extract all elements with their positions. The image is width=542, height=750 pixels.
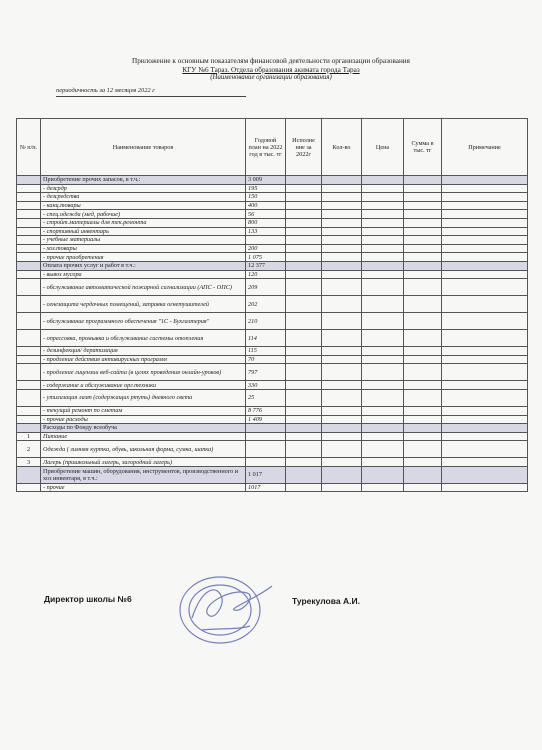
cell-name: - канц.товары	[41, 201, 246, 210]
cell-qty	[322, 483, 362, 492]
cell-sum	[404, 441, 442, 458]
cell-sum	[404, 389, 442, 406]
cell-name: - текущий ремонт по сметам	[41, 406, 246, 415]
cell-note	[442, 441, 528, 458]
cell-price	[362, 193, 404, 202]
cell-note	[442, 415, 528, 424]
table-row	[17, 330, 528, 347]
cell-price	[362, 296, 404, 313]
cell-num	[17, 406, 41, 415]
cell-name: Приобретение машин, оборудования, инструментов, производственного и хоз инвентаря, в т.ч.:	[41, 466, 246, 483]
cell-qty	[322, 270, 362, 279]
cell-note	[442, 176, 528, 185]
cell-plan: 200	[246, 244, 286, 253]
cell-exec	[286, 193, 322, 202]
cell-plan: 56	[246, 210, 286, 219]
cell-qty	[322, 424, 362, 433]
cell-sum	[404, 347, 442, 356]
cell-exec	[286, 176, 322, 185]
cell-price	[362, 218, 404, 227]
table-header-row	[17, 119, 528, 176]
table-row	[17, 441, 528, 458]
cell-num	[17, 253, 41, 262]
cell-note	[442, 210, 528, 219]
cell-plan: 25	[246, 389, 286, 406]
cell-sum	[404, 424, 442, 433]
cell-sum	[404, 218, 442, 227]
cell-sum	[404, 236, 442, 245]
cell-num	[17, 313, 41, 330]
cell-price	[362, 236, 404, 245]
cell-plan: 70	[246, 355, 286, 364]
cell-sum	[404, 184, 442, 193]
col-sum-header: Сумма в тыс. тг	[404, 119, 442, 176]
cell-qty	[322, 296, 362, 313]
cell-name: - обслуживание программного обеспечения "1С - Бухгалтерия"	[41, 313, 246, 330]
cell-exec	[286, 244, 322, 253]
cell-sum	[404, 483, 442, 492]
cell-exec	[286, 364, 322, 381]
cell-sum	[404, 355, 442, 364]
cell-qty	[322, 466, 362, 483]
cell-num	[17, 176, 41, 185]
cell-exec	[286, 296, 322, 313]
cell-num	[17, 466, 41, 483]
period-label: периодичность за 12 месяцев 2022 г	[56, 87, 155, 94]
cell-num: 2	[17, 441, 41, 458]
cell-exec	[286, 389, 322, 406]
cell-note	[442, 466, 528, 483]
cell-name: Расходы по Фонду всеобуча	[41, 424, 246, 433]
cell-name: - дезсредства	[41, 193, 246, 202]
table-row	[17, 466, 528, 483]
cell-note	[442, 389, 528, 406]
cell-exec	[286, 236, 322, 245]
cell-sum	[404, 279, 442, 296]
cell-exec	[286, 313, 322, 330]
table-row	[17, 296, 528, 313]
cell-sum	[404, 296, 442, 313]
table-row	[17, 261, 528, 270]
cell-plan: 120	[246, 270, 286, 279]
cell-price	[362, 458, 404, 467]
cell-num	[17, 279, 41, 296]
period-underline	[56, 96, 246, 97]
cell-note	[442, 381, 528, 390]
cell-price	[362, 389, 404, 406]
cell-price	[362, 441, 404, 458]
table-row	[17, 176, 528, 185]
cell-price	[362, 415, 404, 424]
director-name: Турекулова А.И.	[292, 596, 360, 606]
cell-sum	[404, 415, 442, 424]
cell-num	[17, 227, 41, 236]
cell-name: - огнезащита чердачных помещений, заправка огнетушителей	[41, 296, 246, 313]
cell-note	[442, 364, 528, 381]
table-row	[17, 355, 528, 364]
cell-num	[17, 244, 41, 253]
cell-sum	[404, 432, 442, 441]
cell-price	[362, 432, 404, 441]
col-exec-header: Исполне ние за 2022г	[286, 119, 322, 176]
cell-plan	[246, 441, 286, 458]
cell-num	[17, 184, 41, 193]
cell-exec	[286, 347, 322, 356]
cell-qty	[322, 347, 362, 356]
cell-name: - спец.одежда (мед, рабочие)	[41, 210, 246, 219]
cell-note	[442, 424, 528, 433]
cell-price	[362, 227, 404, 236]
cell-exec	[286, 184, 322, 193]
director-label: Директор школы №6	[44, 594, 132, 604]
cell-num	[17, 218, 41, 227]
cell-num	[17, 483, 41, 492]
cell-plan: 1017	[246, 483, 286, 492]
cell-qty	[322, 227, 362, 236]
cell-sum	[404, 176, 442, 185]
table-row	[17, 458, 528, 467]
cell-plan: 1 409	[246, 415, 286, 424]
cell-plan	[246, 236, 286, 245]
cell-qty	[322, 389, 362, 406]
cell-exec	[286, 415, 322, 424]
cell-price	[362, 355, 404, 364]
table-row	[17, 218, 528, 227]
cell-name: Приобретение прочих запасов, в т.ч.:	[41, 176, 246, 185]
cell-sum	[404, 364, 442, 381]
table-row	[17, 236, 528, 245]
table-row	[17, 364, 528, 381]
cell-exec	[286, 270, 322, 279]
cell-name: - стройт.материалы для тек.ремонта	[41, 218, 246, 227]
cell-name: Одежда ( зимняя куртка, обувь, школьная форма, сумка, шапка)	[41, 441, 246, 458]
cell-price	[362, 184, 404, 193]
cell-sum	[404, 227, 442, 236]
organization-name: КГУ №6 Тараз. Отдела образования акимата города Тараз	[182, 66, 360, 74]
cell-name: - прочие	[41, 483, 246, 492]
cell-plan: 330	[246, 381, 286, 390]
cell-note	[442, 296, 528, 313]
table-row	[17, 184, 528, 193]
cell-qty	[322, 355, 362, 364]
cell-note	[442, 201, 528, 210]
col-plan-header: Годовой план на 2022 год в тыс. тг	[246, 119, 286, 176]
col-qty-header: Кол-во	[322, 119, 362, 176]
cell-num	[17, 261, 41, 270]
cell-sum	[404, 193, 442, 202]
table-row	[17, 244, 528, 253]
cell-exec	[286, 210, 322, 219]
cell-plan: 800	[246, 218, 286, 227]
cell-exec	[286, 218, 322, 227]
cell-name: Оплата прочих услуг и работ в т.ч.:	[41, 261, 246, 270]
col-name-header: Наименование товаров	[41, 119, 246, 176]
table-row	[17, 424, 528, 433]
cell-qty	[322, 381, 362, 390]
cell-exec	[286, 406, 322, 415]
cell-note	[442, 270, 528, 279]
cell-price	[362, 244, 404, 253]
table-row	[17, 253, 528, 262]
cell-qty	[322, 441, 362, 458]
cell-plan: 1 075	[246, 253, 286, 262]
cell-sum	[404, 458, 442, 467]
cell-note	[442, 261, 528, 270]
cell-name: - прочие приобретения	[41, 253, 246, 262]
cell-price	[362, 381, 404, 390]
cell-sum	[404, 253, 442, 262]
cell-price	[362, 253, 404, 262]
cell-name: Питание	[41, 432, 246, 441]
cell-qty	[322, 201, 362, 210]
cell-name: - содержание и обслуживание орг.техники	[41, 381, 246, 390]
cell-num	[17, 364, 41, 381]
cell-price	[362, 424, 404, 433]
cell-note	[442, 279, 528, 296]
cell-exec	[286, 227, 322, 236]
table-row	[17, 406, 528, 415]
table-body	[17, 176, 528, 492]
cell-plan: 400	[246, 201, 286, 210]
cell-note	[442, 244, 528, 253]
cell-num	[17, 355, 41, 364]
cell-name: - учебные материалы	[41, 236, 246, 245]
cell-num	[17, 415, 41, 424]
cell-plan: 12 377	[246, 261, 286, 270]
table-row	[17, 279, 528, 296]
cell-plan	[246, 432, 286, 441]
cell-num	[17, 330, 41, 347]
cell-sum	[404, 313, 442, 330]
cell-note	[442, 458, 528, 467]
table-row	[17, 347, 528, 356]
cell-num	[17, 193, 41, 202]
cell-name: Лагерь (пришкольный лагерь, загородний лагерь)	[41, 458, 246, 467]
table-row	[17, 415, 528, 424]
cell-num	[17, 210, 41, 219]
cell-qty	[322, 406, 362, 415]
cell-name: - обслуживание автоматической пожарной сигнализации (АПС - ОПС)	[41, 279, 246, 296]
cell-qty	[322, 244, 362, 253]
cell-plan: 202	[246, 296, 286, 313]
cell-plan	[246, 424, 286, 433]
cell-plan: 8 776	[246, 406, 286, 415]
cell-plan: 3 009	[246, 176, 286, 185]
cell-exec	[286, 355, 322, 364]
header-title: Приложение к основным показателям финансовой деятельности организации образования	[132, 57, 410, 65]
cell-qty	[322, 313, 362, 330]
cell-exec	[286, 424, 322, 433]
cell-exec	[286, 261, 322, 270]
cell-note	[442, 253, 528, 262]
cell-price	[362, 210, 404, 219]
cell-sum	[404, 381, 442, 390]
cell-note	[442, 483, 528, 492]
cell-qty	[322, 253, 362, 262]
cell-sum	[404, 210, 442, 219]
cell-sum	[404, 406, 442, 415]
col-num-header: № п/п.	[17, 119, 41, 176]
table-row	[17, 313, 528, 330]
col-note-header: Примечание	[442, 119, 528, 176]
cell-sum	[404, 261, 442, 270]
cell-note	[442, 330, 528, 347]
cell-name: - дезинфекция/ дератизация	[41, 347, 246, 356]
cell-note	[442, 227, 528, 236]
cell-name: - хоз.товары	[41, 244, 246, 253]
cell-qty	[322, 415, 362, 424]
cell-qty	[322, 432, 362, 441]
cell-price	[362, 270, 404, 279]
cell-price	[362, 313, 404, 330]
expenses-table	[16, 118, 528, 492]
cell-exec	[286, 432, 322, 441]
cell-qty	[322, 236, 362, 245]
cell-plan: 797	[246, 364, 286, 381]
cell-qty	[322, 261, 362, 270]
organization-caption: (Наименование организации образования)	[210, 74, 332, 81]
cell-qty	[322, 330, 362, 347]
table-row	[17, 227, 528, 236]
cell-note	[442, 193, 528, 202]
cell-name: - опрессовка, промывка и обслуживание системы отопления	[41, 330, 246, 347]
cell-note	[442, 313, 528, 330]
cell-plan: 114	[246, 330, 286, 347]
cell-note	[442, 406, 528, 415]
cell-name: - спортивный инвентарь	[41, 227, 246, 236]
cell-price	[362, 261, 404, 270]
cell-exec	[286, 458, 322, 467]
cell-plan: 115	[246, 347, 286, 356]
cell-qty	[322, 458, 362, 467]
cell-sum	[404, 270, 442, 279]
table-row	[17, 483, 528, 492]
cell-plan	[246, 458, 286, 467]
table-row	[17, 270, 528, 279]
cell-name: - продление лицензии веб-сайта (в целях проведения онлайн-уроков)	[41, 364, 246, 381]
cell-name: - продление действия антивирусных программ	[41, 355, 246, 364]
cell-num	[17, 381, 41, 390]
cell-price	[362, 364, 404, 381]
cell-qty	[322, 218, 362, 227]
cell-plan: 133	[246, 227, 286, 236]
cell-price	[362, 279, 404, 296]
official-stamp-icon	[162, 568, 282, 648]
cell-price	[362, 466, 404, 483]
cell-num	[17, 296, 41, 313]
cell-price	[362, 347, 404, 356]
table-row	[17, 210, 528, 219]
cell-qty	[322, 210, 362, 219]
cell-qty	[322, 279, 362, 296]
cell-num	[17, 201, 41, 210]
cell-sum	[404, 201, 442, 210]
cell-sum	[404, 244, 442, 253]
table-row	[17, 389, 528, 406]
cell-note	[442, 347, 528, 356]
cell-qty	[322, 364, 362, 381]
cell-name: - утилизация ламп (содержащих ртуть) дневного света	[41, 389, 246, 406]
table-row	[17, 193, 528, 202]
cell-num	[17, 236, 41, 245]
cell-num	[17, 389, 41, 406]
cell-note	[442, 432, 528, 441]
cell-plan: 150	[246, 193, 286, 202]
col-price-header: Цена	[362, 119, 404, 176]
cell-price	[362, 406, 404, 415]
cell-exec	[286, 381, 322, 390]
cell-num	[17, 347, 41, 356]
cell-price	[362, 483, 404, 492]
cell-qty	[322, 193, 362, 202]
cell-exec	[286, 466, 322, 483]
cell-num: 3	[17, 458, 41, 467]
cell-num	[17, 270, 41, 279]
table-row	[17, 432, 528, 441]
cell-price	[362, 176, 404, 185]
cell-exec	[286, 279, 322, 296]
cell-exec	[286, 253, 322, 262]
cell-name: - дезсрдр	[41, 184, 246, 193]
cell-note	[442, 236, 528, 245]
cell-note	[442, 355, 528, 364]
cell-exec	[286, 201, 322, 210]
cell-name: - вывоз мусора	[41, 270, 246, 279]
cell-sum	[404, 466, 442, 483]
table-row	[17, 201, 528, 210]
cell-note	[442, 218, 528, 227]
cell-plan: 195	[246, 184, 286, 193]
cell-note	[442, 184, 528, 193]
cell-qty	[322, 176, 362, 185]
cell-plan: 209	[246, 279, 286, 296]
cell-qty	[322, 184, 362, 193]
cell-price	[362, 201, 404, 210]
cell-plan: 210	[246, 313, 286, 330]
table-row	[17, 381, 528, 390]
cell-price	[362, 330, 404, 347]
cell-exec	[286, 483, 322, 492]
cell-num	[17, 424, 41, 433]
cell-plan: 1 017	[246, 466, 286, 483]
cell-exec	[286, 330, 322, 347]
cell-name: - прочие расходы	[41, 415, 246, 424]
cell-exec	[286, 441, 322, 458]
cell-num: 1	[17, 432, 41, 441]
cell-sum	[404, 330, 442, 347]
